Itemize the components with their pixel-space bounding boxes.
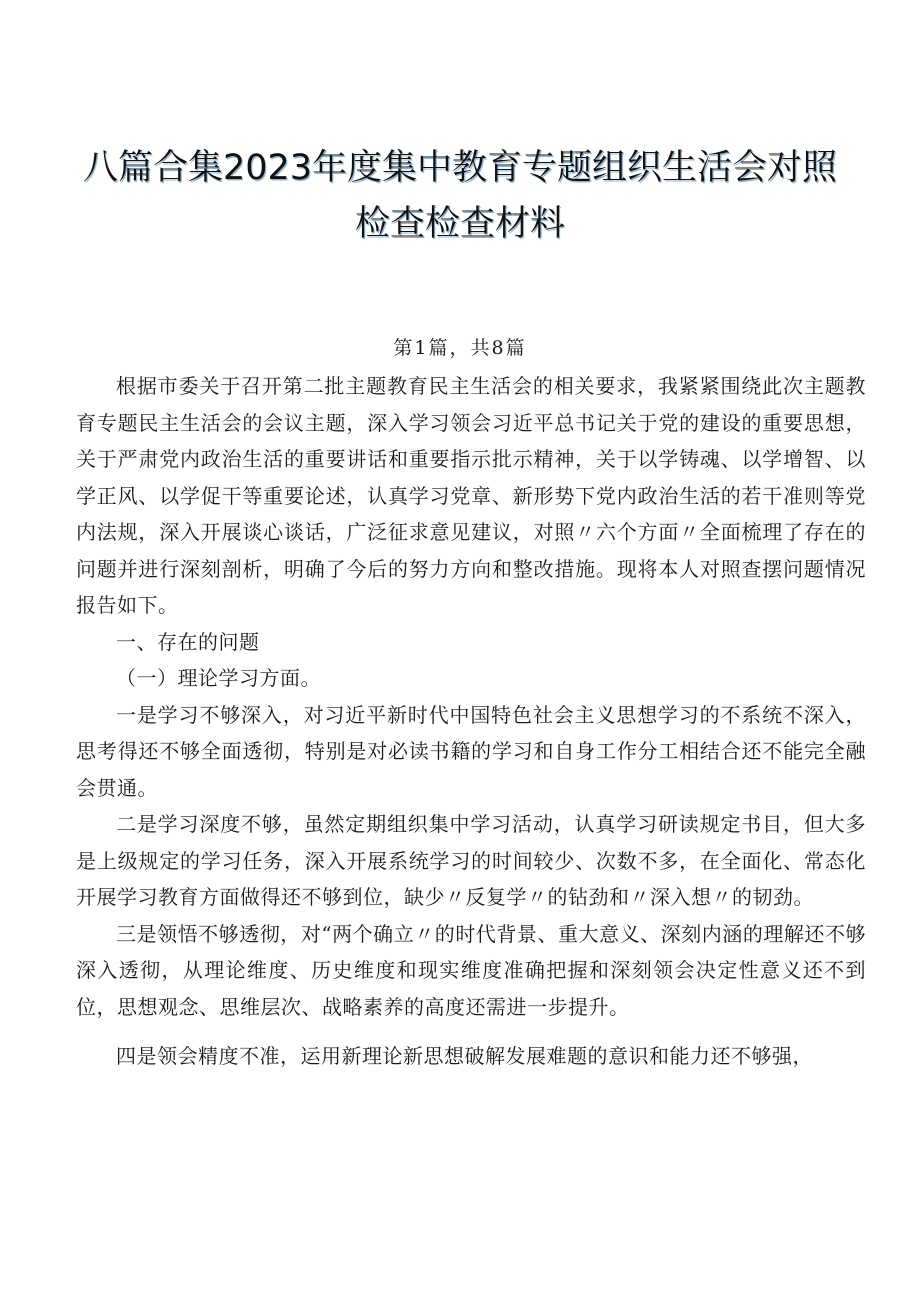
part-indicator: 第1篇，共8篇 — [393, 337, 527, 359]
paragraph-point-1: 一是学习不够深入，对习近平新时代中国特色社会主义思想学习的不系统不深入，思考得还不够全面透彻，特别是对必读书籍的学习和自身工作分工相结合还不能完全融会贯通。 — [76, 702, 866, 800]
subsection-heading: （一）理论学习方面。 — [116, 666, 321, 690]
document-body — [76, 368, 866, 1075]
section-heading: 一、存在的问题 — [116, 629, 260, 654]
paragraph-point-3: 三是领悟不够透彻，对“两个确立〃的时代背景、重大意义、深刻内涵的理解还不够深入透彻，从理论维度、历史维度和现实维度准确把握和深刻领会决定性意义还不到位，思想观念、思维层次、战略素养的高度还需进一步提升。 — [76, 921, 866, 1019]
intro-paragraph: 根据市委关于召开第二批主题教育民主生活会的相关要求，我紧紧围绕此次主题教育专题民主生活会的会议主题，深入学习领会习近平总书记关于党的建设的重要思想，关于严肃党内政治生活的重要讲话和重要指示批示精神，关于以学铸魂、以学增智、以学正风、以学促干等重要论述，认真学习党章、新形势下党内政治生活的若干准则等党内法规，深入开展谈心谈话，广泛征求意见建议，对照〃六个方面〃全面梳理了存在的问题并进行深刻剖析，明确了今后的努力方向和整改措施。现将本人对照查摆问题情况报告如下。 — [76, 374, 866, 617]
document-title-line-2: 检查检查材料 — [354, 204, 565, 244]
paragraph-point-2: 二是学习深度不够，虽然定期组织集中学习活动，认真学习研读规定书目，但大多是上级规定的学习任务，深入开展系统学习的时间较少、次数不多，在全面化、常态化开展学习教育方面做得还不够到位，缺少〃反复学〃的钻劲和〃深入想〃的韧劲。 — [76, 812, 866, 909]
paragraph-point-4: 四是领会精度不准，运用新理论新思想破解发展难题的意识和能力还不够强， — [116, 1044, 813, 1068]
document-title-line-1: 八篇合集2023年度集中教育专题组织生活会对照 — [82, 148, 838, 188]
